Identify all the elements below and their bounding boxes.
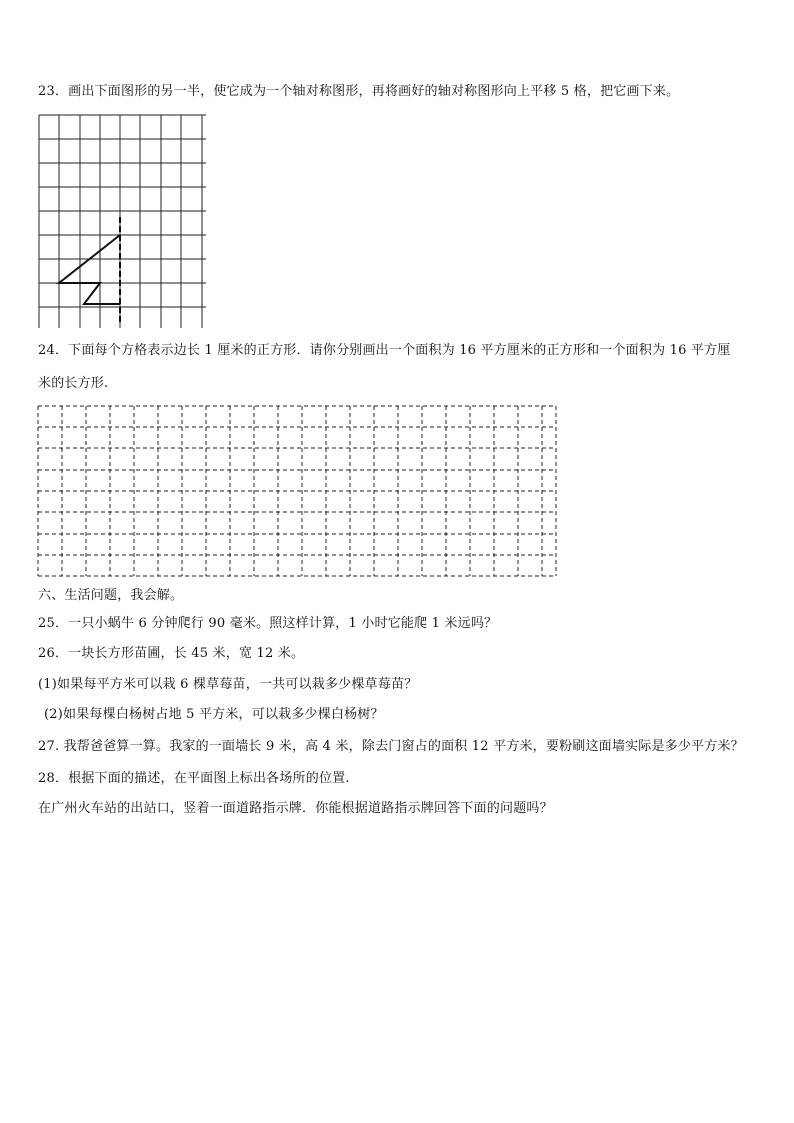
half-figure	[59, 235, 120, 304]
q26-sub1: (1)如果每平方米可以栽 6 棵草莓苗，一共可以栽多少棵草莓苗？	[38, 677, 418, 692]
section6-title: 六、生活问题，我会解。	[38, 588, 184, 603]
q24-text-line1: 24．下面每个方格表示边长 1 厘米的正方形．请你分别画出一个面积为 16 平方厘米的正方形和一个面积为 16 平方厘	[38, 343, 731, 358]
q27-text: 27. 我帮爸爸算一算。我家的一面墙长 9 米，高 4 米，除去门窗占的面积 12 平方米，要粉刷这面墙实际是多少平方米？	[38, 739, 744, 754]
q23-drawing-grid[interactable]	[36, 112, 208, 330]
q25-text: 25．一只小蜗牛 6 分钟爬行 90 毫米。照这样计算，1 小时它能爬 1 米远吗？	[38, 616, 498, 631]
q23-text: 23．画出下面图形的另一半，使它成为一个轴对称图形，再将画好的轴对称图形向上平移 5 格，把它画下来。	[38, 84, 680, 99]
q28-text2: 在广州火车站的出站口，竖着一面道路指示牌．你能根据道路指示牌回答下面的问题吗？	[38, 801, 553, 816]
q26-text: 26．一块长方形苗圃，长 45 米，宽 12 米。	[38, 646, 305, 661]
q24-text-line2: 米的长方形.	[38, 376, 109, 391]
q24-dashed-grid[interactable]	[36, 404, 560, 580]
q26-sub2: (2)如果每棵白杨树占地 5 平方米，可以栽多少棵白杨树？	[44, 707, 384, 722]
q28-text: 28．根据下面的描述，在平面图上标出各场所的位置.	[38, 771, 350, 786]
